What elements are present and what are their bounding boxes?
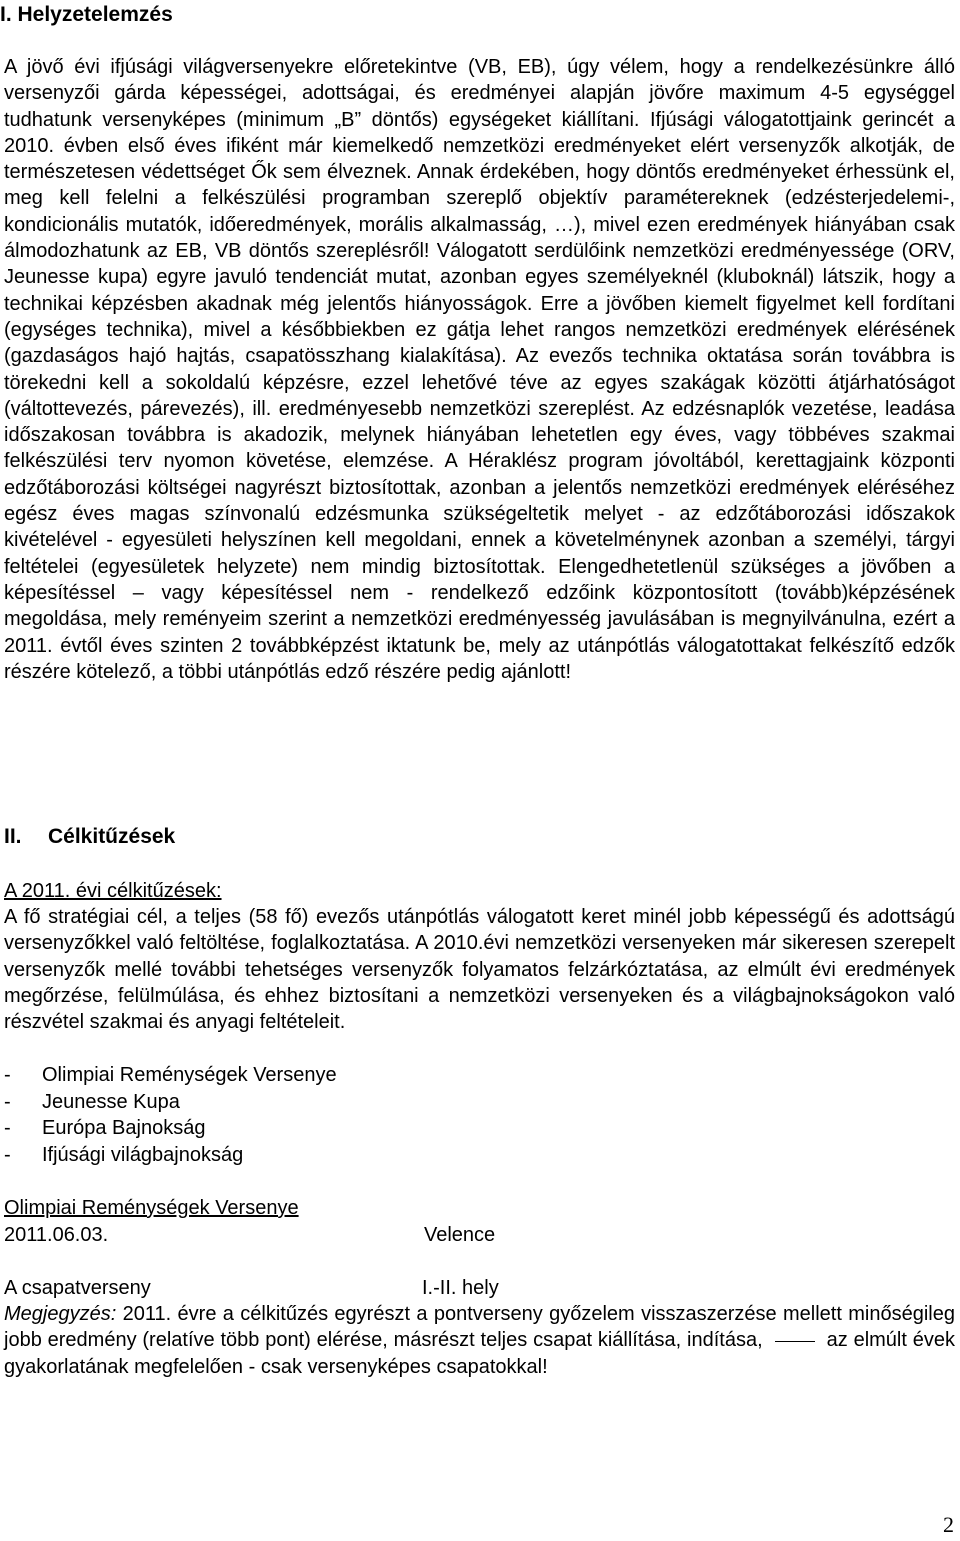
page-number: 2 [943,1512,954,1537]
list-item [4,1089,337,1116]
list-dash: - [4,1117,11,1139]
list-dash: - [4,1064,11,1086]
note-text-start: 2011. évre a célkitűzés egyrészt a pontverseny győzelem visszaszerzése mellett minőségileg jobb eredmény (relatíve több pont) elérése, másrészt teljes csapat kiállítása, indítása, [4,1303,955,1352]
list-item-text: Olimpiai Reménységek Versenye [42,1064,337,1086]
competition-list [4,1062,337,1168]
event-date-row [4,1222,496,1248]
section-title-text: Célkitűzések [48,825,176,848]
list-item [4,1115,337,1142]
list-item [4,1142,337,1169]
situation-analysis-paragraph: A jövő évi ifjúsági világversenyekre előretekintve (VB, EB), úgy vélem, hogy a rendelkezésünkre álló versenyzői gárda képességei, adottságai, és eredményei alapján jövőre maximum 4-5 egységgel tudhatunk versenyképes (minimum „B” döntős) egységeket kiállítani. Ifjúsági válogatottjaink gerincét a 2010. évben első éves ifiként már kiemelkedő nemzetközi eredményeket elért versenyzők alkotják, de természetesen védettséget Ők sem élveznek. Annak érdekében, hogy döntős eredményeket érhessünk el, meg kell felelni a felkészülési programban szereplő objektív paramétereknek (edzésterjedelemi-, kondicionális mutatók, időeredmények, morális alkalmasság, …), mivel ezen eredmények hiányában csak álmodozhatunk az EB, VB döntős szereplésről! Válogatott serdülőink nemzetközi eredményessége (ORV, Jeunesse kupa) egyre javuló tendenciát mutat, azonban egyes személyeknél (kluboknál) látszik, hogy a technikai képzésben akadnak még jelentős hiányosságok. Erre a jövőben kiemelt figyelmet kell fordítani (egységes technika), mivel a későbbiekben ez gátja lehet rangos nemzetközi eredmények elérésének (gazdaságos hajó hajtás, csapatösszhang kialakítása). Az evezős technika oktatása során továbbra is törekedni kell a sokoldalú képzésre, ezzel lehetővé téve az egyes szakágak közötti átjárhatóságot (váltottevezés, párevezés), ill. eredményesebb nemzetközi szereplést. Az edzésnaplók vezetése, leadása időszakosan továbbra is akadozik, melynek hiányában lehetetlen egy éves, vagy többéves szakmai felkészülési terv nyomon követése, elemzése. A Héraklész program jóvoltából, kerettagjaink központi edzőtáborozási költségei nagyrészt biztosítottak, azonban a jelentős nemzetközi eredmények eléréséhez egész éves magas színvonalú edzésmunka szükségeltetik melyet - az edzőtáborozási időszakok kivételével - egyesületi helyszínen kell megoldani, ennek a követelménynek azonban a személyi, tárgyi feltételei (egyesületek helyzete) nem mindig biztosítottak. Elengedhetetlenül szükséges a jövőben a képesítéssel – vagy képesítéssel nem - rendelkező edzőink központosított (tovább)képzésének megoldása, mely reményeim szerint a nemzetközi eredményesség javulásában is megnyilvánulna, ezért a 2011. évtől éves szinten 2 továbbképzést iktatunk be, mely az utánpótlás válogatottakat felkészítő edzők részére kötelező, a többi utánpótlás edző részére pedig ajánlott! [4,56,955,683]
ovr-heading: Olimpiai Reménységek Versenye [4,1197,299,1219]
list-item-text: Európa Bajnokság [42,1117,206,1139]
team-goal-label: A csapatverseny [4,1277,151,1299]
section-title-celkituzesek [4,822,175,852]
list-item [4,1062,337,1089]
goals-paragraph: A fő stratégiai cél, a teljes (58 fő) evezős utánpótlás válogatott keret minél jobb képességű és adottságú versenyzőkkel való feltöltése, foglalkoztatása. A 2010.évi nemzetközi versenyeken már sikeresen szerepelt versenyzők mellé további tehetséges versenyzők folyamatos felzárkóztatása, az elmúlt évi eredmények megőrzése, felülmúlása, és ehhez biztosítani a nemzetközi versenyeken és a világbajnokságokon való részvétel szakmai és anyagi feltételeit. [4,906,955,1034]
section-number: II. [4,825,22,848]
note-paragraph [4,1301,955,1380]
note-text-end: az elmúlt évek gyakorlatának megfelelően - csak versenyképes csapatokkal! [4,1329,955,1378]
em-dash [775,1341,815,1342]
list-dash: - [4,1143,11,1166]
goals-heading: A 2011. évi célkitűzések: [4,880,222,902]
section-title-helyzetelemzes: I. Helyzetelemzés [0,3,173,26]
list-item-text: Jeunesse Kupa [42,1090,180,1113]
event-date: 2011.06.03. [4,1224,109,1246]
team-goal-row [4,1275,499,1301]
event-venue: Velence [424,1224,496,1246]
team-goal-place: I.-II. hely [422,1277,499,1299]
list-dash: - [4,1090,11,1113]
list-item-text: Ifjúsági világbajnokság [42,1143,244,1166]
note-label: Megjegyzés: [4,1303,117,1325]
